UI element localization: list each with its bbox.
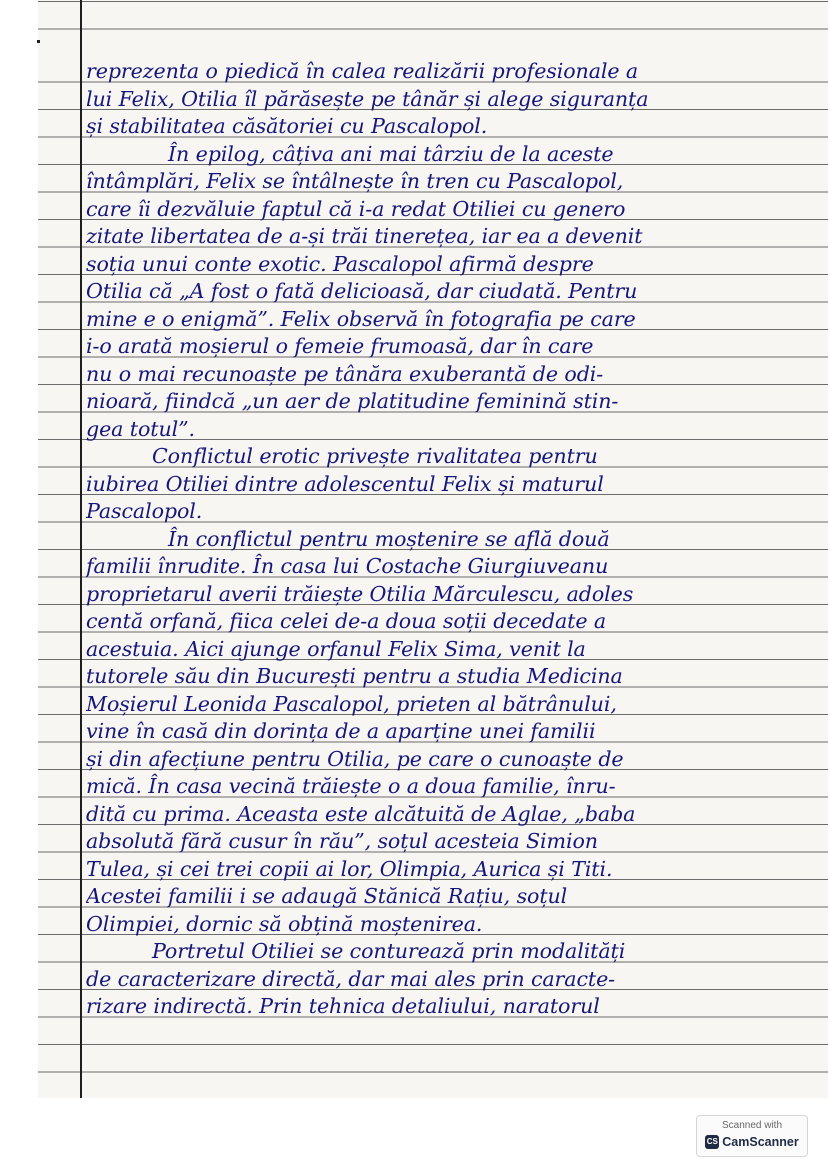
watermark-caption: Scanned with <box>721 1120 783 1131</box>
text-line: lui Felix, Otilia îl părăsește pe tânăr și alege siguranța <box>86 86 649 111</box>
edge-mark <box>37 40 40 43</box>
text-line: mică. În casa vecină trăiește o a doua familie, înru- <box>86 774 616 798</box>
text-line: acestuia. Aici ajunge orfanul Felix Sima, venit la <box>86 636 586 661</box>
text-line: zitate libertatea de a-și trăi tinerețea, iar ea a devenit <box>86 224 643 248</box>
text-line: Moșierul Leonida Pascalopol, prieten al bătrânului, <box>86 691 617 716</box>
text-line: În conflictul pentru moștenire se află două <box>168 526 610 551</box>
text-line: rizare indirectă. Prin tehnica detaliului, naratorul <box>86 994 600 1018</box>
text-line: vine în casă din dorința de a aparține unei familii <box>86 719 596 743</box>
text-line: În epilog, câțiva ani mai târziu de la aceste <box>168 141 614 166</box>
text-line: proprietarul averii trăiește Otilia Mărculescu, adoles <box>86 581 634 606</box>
text-line: nu o mai recunoaște pe tânăra exuberantă de odi- <box>86 361 604 386</box>
text-line: gea totul”. <box>86 416 195 441</box>
watermark-brand: CamScanner <box>722 1135 799 1149</box>
text-line: tutorele său din București pentru a studia Medicina <box>86 664 623 688</box>
text-line: Tulea, și cei trei copii ai lor, Olimpia, Aurica și Titi. <box>86 856 613 881</box>
camscanner-logo-icon: CS <box>705 1135 719 1149</box>
text-line: Olimpiei, dornic să obțină moștenirea. <box>86 911 483 936</box>
text-line: Conflictul erotic privește rivalitatea pentru <box>152 444 598 468</box>
watermark-brand-row <box>697 1135 807 1149</box>
text-line: dită cu prima. Aceasta este alcătuită de Aglae, „baba <box>86 801 636 826</box>
text-line: de caracterizare directă, dar mai ales prin caracte- <box>86 966 616 991</box>
text-line: Acestei familii i se adaugă Stănică Rațiu, soțul <box>86 884 568 908</box>
text-line: absolută fără cusur în rău”, soțul acesteia Simion <box>86 829 598 853</box>
text-line: i-o arată moșierul o femeie frumoasă, dar în care <box>86 334 594 358</box>
text-line: reprezenta o piedică în calea realizării profesionale a <box>86 59 639 83</box>
text-line: Otilia că „A fost o fată delicioasă, dar ciudată. Pentru <box>86 279 638 303</box>
text-line: și din afecțiune pentru Otilia, pe care o cunoaște de <box>86 746 624 771</box>
text-line: familii înrudite. În casa lui Costache Giurgiuveanu <box>86 554 609 578</box>
handwritten-text <box>86 58 790 1021</box>
text-line: Portretul Otiliei se conturează prin modalități <box>152 939 626 963</box>
text-line: întâmplări, Felix se întâlnește în tren cu Pascalopol, <box>86 169 624 193</box>
margin-line <box>80 0 82 1098</box>
text-line: soția unui conte exotic. Pascalopol afirmă despre <box>86 251 594 276</box>
text-line: mine e o enigmă”. Felix observă în fotografia pe care <box>86 306 636 331</box>
camscanner-watermark <box>696 1115 808 1157</box>
text-line: Pascalopol. <box>86 499 203 523</box>
text-line: și stabilitatea căsătoriei cu Pascalopol. <box>86 114 488 138</box>
text-line: centă orfană, fiica celei de-a doua soții decedate a <box>86 609 607 633</box>
text-line: nioară, fiindcă „un aer de platitudine feminină stin- <box>86 389 619 413</box>
text-line: iubirea Otiliei dintre adolescentul Felix și maturul <box>86 471 604 496</box>
text-line: care îi dezvăluie faptul că i-a redat Otiliei cu genero <box>86 196 626 221</box>
